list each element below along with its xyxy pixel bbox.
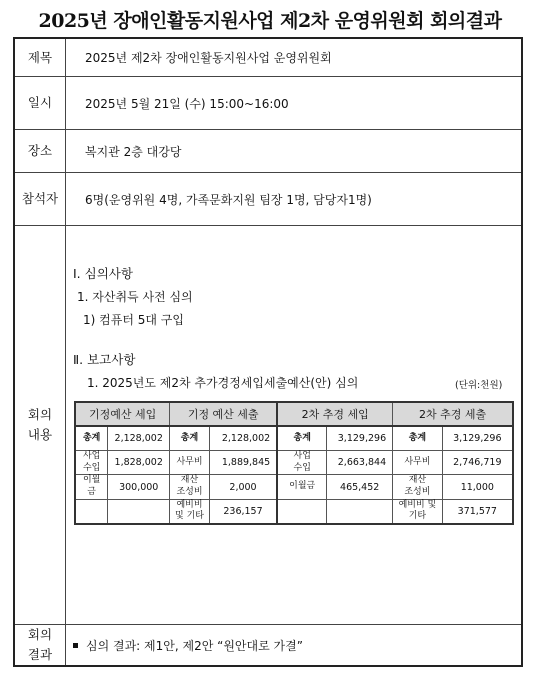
table-cell xyxy=(108,499,170,524)
table-row xyxy=(75,426,513,451)
table-row xyxy=(75,499,513,524)
budget-header-row xyxy=(75,402,513,426)
header-revised-income: 2차 추경 세입 xyxy=(277,402,392,426)
table-cell: 재산 조성비 xyxy=(170,475,210,499)
header-base-income: 기정예산 세입 xyxy=(75,402,170,426)
result-value-wrap xyxy=(73,625,303,665)
result-value: 심의 결과: 제1안, 제2안 “원안대로 가결” xyxy=(86,638,303,653)
subject-row xyxy=(15,39,521,77)
table-cell: 사무비 xyxy=(393,451,443,475)
place-row xyxy=(15,130,521,173)
table-cell xyxy=(327,499,393,524)
result-label: 회의 결과 xyxy=(15,625,66,665)
table-cell: 300,000 xyxy=(108,475,170,499)
section-2-heading: Ⅱ. 보고사항 xyxy=(73,352,136,367)
bullet-icon xyxy=(73,643,78,648)
table-cell: 1,828,002 xyxy=(108,451,170,475)
table-cell xyxy=(75,499,108,524)
table-cell: 재산 조성비 xyxy=(393,475,443,499)
table-cell: 이월금 xyxy=(277,475,327,499)
date-label: 일시 xyxy=(15,77,66,129)
table-cell: 371,577 xyxy=(442,499,513,524)
table-cell xyxy=(277,499,327,524)
meeting-form xyxy=(13,37,523,667)
table-cell: 이월금 xyxy=(75,475,108,499)
table-cell: 3,129,296 xyxy=(327,426,393,451)
table-cell: 2,746,719 xyxy=(442,451,513,475)
section-2-item: 1. 2025년도 제2차 추가경정세입세출예산(안) 심의 xyxy=(87,376,359,390)
section-1-heading: Ⅰ. 심의사항 xyxy=(73,266,133,281)
result-row xyxy=(15,625,521,665)
table-cell: 2,663,844 xyxy=(327,451,393,475)
table-row xyxy=(75,451,513,475)
table-cell: 3,129,296 xyxy=(442,426,513,451)
header-revised-expense: 2차 추경 세출 xyxy=(393,402,513,426)
attendees-value: 6명(운영위원 4명, 가족문화지원 팀장 1명, 담당자1명) xyxy=(85,192,372,207)
content-row xyxy=(15,226,521,625)
table-cell: 사무비 xyxy=(170,451,210,475)
table-cell: 2,000 xyxy=(209,475,277,499)
table-cell: 예비비 및 기타 xyxy=(170,499,210,524)
table-cell: 2,128,002 xyxy=(108,426,170,451)
place-value: 복지관 2층 대강당 xyxy=(85,144,182,159)
document-title: 2025년 장애인활동지원사업 제2차 운영위원회 회의결과 xyxy=(38,10,502,32)
header-base-expense: 기정 예산 세출 xyxy=(170,402,278,426)
table-cell: 총계 xyxy=(277,426,327,451)
table-cell: 465,452 xyxy=(327,475,393,499)
attendees-label: 참석자 xyxy=(15,173,66,225)
date-row xyxy=(15,77,521,130)
table-cell: 총계 xyxy=(170,426,210,451)
place-label: 장소 xyxy=(15,130,66,172)
table-cell: 사업 수입 xyxy=(75,451,108,475)
attendees-row xyxy=(15,173,521,226)
content-label: 회의 내용 xyxy=(15,226,66,624)
table-cell: 1,889,845 xyxy=(209,451,277,475)
section-1-item: 1. 자산취득 사전 심의 xyxy=(77,290,193,304)
table-cell: 236,157 xyxy=(209,499,277,524)
table-cell: 예비비 및 기타 xyxy=(393,499,443,524)
section-1-subitem: 1) 컴퓨터 5대 구입 xyxy=(83,313,184,327)
table-cell: 총계 xyxy=(393,426,443,451)
date-value: 2025년 5월 21일 (수) 15:00~16:00 xyxy=(85,96,289,111)
table-row xyxy=(75,475,513,499)
table-cell: 11,000 xyxy=(442,475,513,499)
budget-table xyxy=(74,401,514,525)
subject-label: 제목 xyxy=(15,39,66,76)
subject-value: 2025년 제2차 장애인활동지원사업 운영위원회 xyxy=(85,51,332,65)
table-cell: 사업 수입 xyxy=(277,451,327,475)
table-cell: 2,128,002 xyxy=(209,426,277,451)
unit-note: (단위:천원) xyxy=(455,380,503,391)
table-cell: 총계 xyxy=(75,426,108,451)
